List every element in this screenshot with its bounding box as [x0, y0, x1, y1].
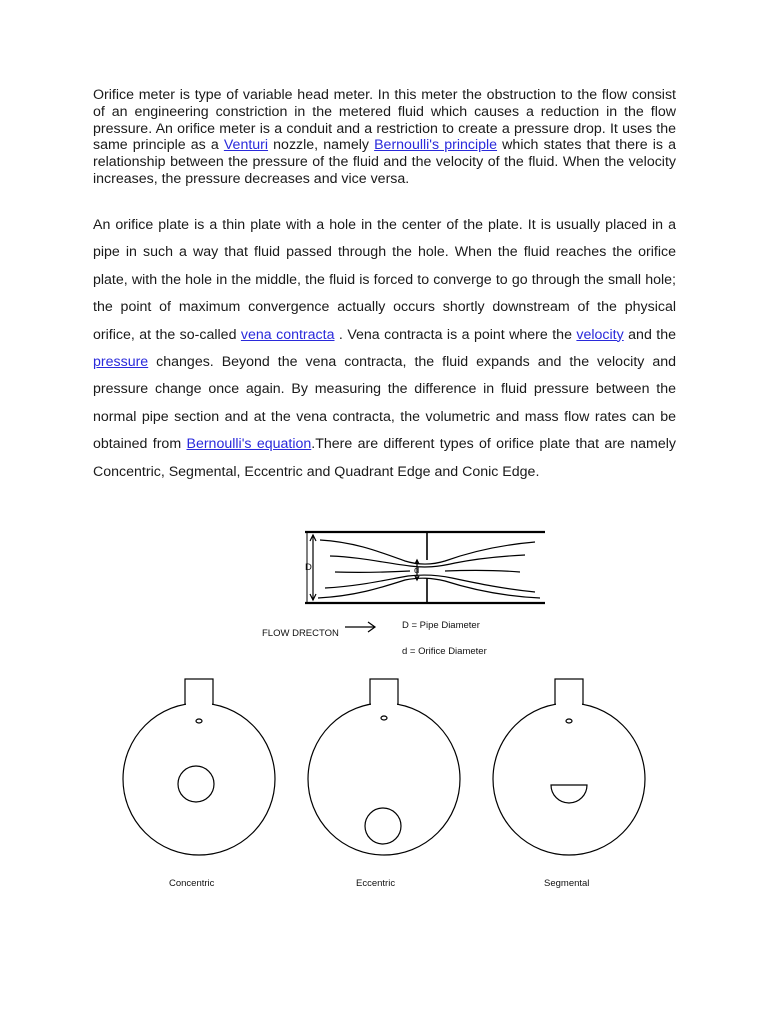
vent-hole	[381, 716, 387, 720]
label-pipe-diameter: D	[305, 562, 312, 573]
plate-body	[493, 703, 645, 855]
concentric-plate	[123, 679, 275, 855]
eccentric-label: Eccentric	[356, 878, 396, 889]
text-run: An orifice plate is a thin plate with a hole in the center of the plate. It is usually placed in a pipe in such a way that fluid passed through the hole. When the fluid reaches the orifice plate, with the hole in the middle, the fluid is forced to converge to go through the small hole; the point of maximum convergence actually occurs shortly downstream of the physical orifice, at the so-called	[93, 217, 676, 343]
link-velocity[interactable]: velocity	[576, 326, 624, 343]
label-orifice-diameter: d	[414, 565, 420, 576]
tab-join	[371, 696, 397, 712]
vent-hole	[196, 719, 202, 723]
link-vena-contracta[interactable]: vena contracta	[240, 326, 335, 343]
segmental-plate	[493, 679, 645, 855]
link-venturi[interactable]: Venturi	[223, 137, 269, 154]
text-run: . Vena contracta is a point where the	[334, 326, 577, 343]
bore-hole	[178, 766, 214, 802]
text-run: and the	[623, 326, 677, 343]
eccentric-plate	[308, 679, 460, 855]
tab-join	[556, 696, 582, 712]
streamline	[325, 575, 535, 592]
text-run: .There are different types of orifice plate that are namely Concentric, Segmental, Eccentric and Quadrant Edge and Conic Edge.	[93, 436, 677, 480]
legend-pipe-diameter: D = Pipe Diameter	[402, 620, 480, 631]
vent-hole	[566, 719, 572, 723]
text-run: which states that there is a relationship between the pressure of the fluid and the velocity of the fluid. When the velocity increases, the pressure decreases and vice versa.	[93, 137, 677, 187]
text-run: Orifice meter is type of variable head meter. In this meter the obstruction to the flow consist of an engineering constriction in the metered fluid which causes a reduction in the flow pressure. An orifice meter is a conduit and a restriction to create a pressure drop. It uses the same principle as a	[93, 87, 676, 154]
bore-hole	[365, 808, 401, 844]
segmental-label: Segmental	[544, 878, 590, 889]
flow-direction-label: FLOW DRECTON	[262, 628, 339, 639]
legend-orifice-diameter: d = Orifice Diameter	[402, 646, 487, 657]
streamline	[335, 570, 520, 572]
text-run: changes. Beyond the vena contracta, the fluid expands and the velocity and pressure change once again. By measuring the difference in fluid pressure between the normal pipe section and at the vena contracta, the volumetric and mass flow rates can be obtained from	[93, 354, 676, 453]
link-pressure[interactable]: pressure	[93, 354, 149, 371]
link-bernoullis-equation[interactable]: Bernoulli's equation	[186, 436, 312, 453]
concentric-label: Concentric	[169, 878, 215, 889]
tab-join	[186, 696, 212, 712]
text-run: nozzle, namely	[268, 137, 375, 154]
link-bernoullis-principle[interactable]: Bernoulli's principle	[374, 137, 498, 154]
